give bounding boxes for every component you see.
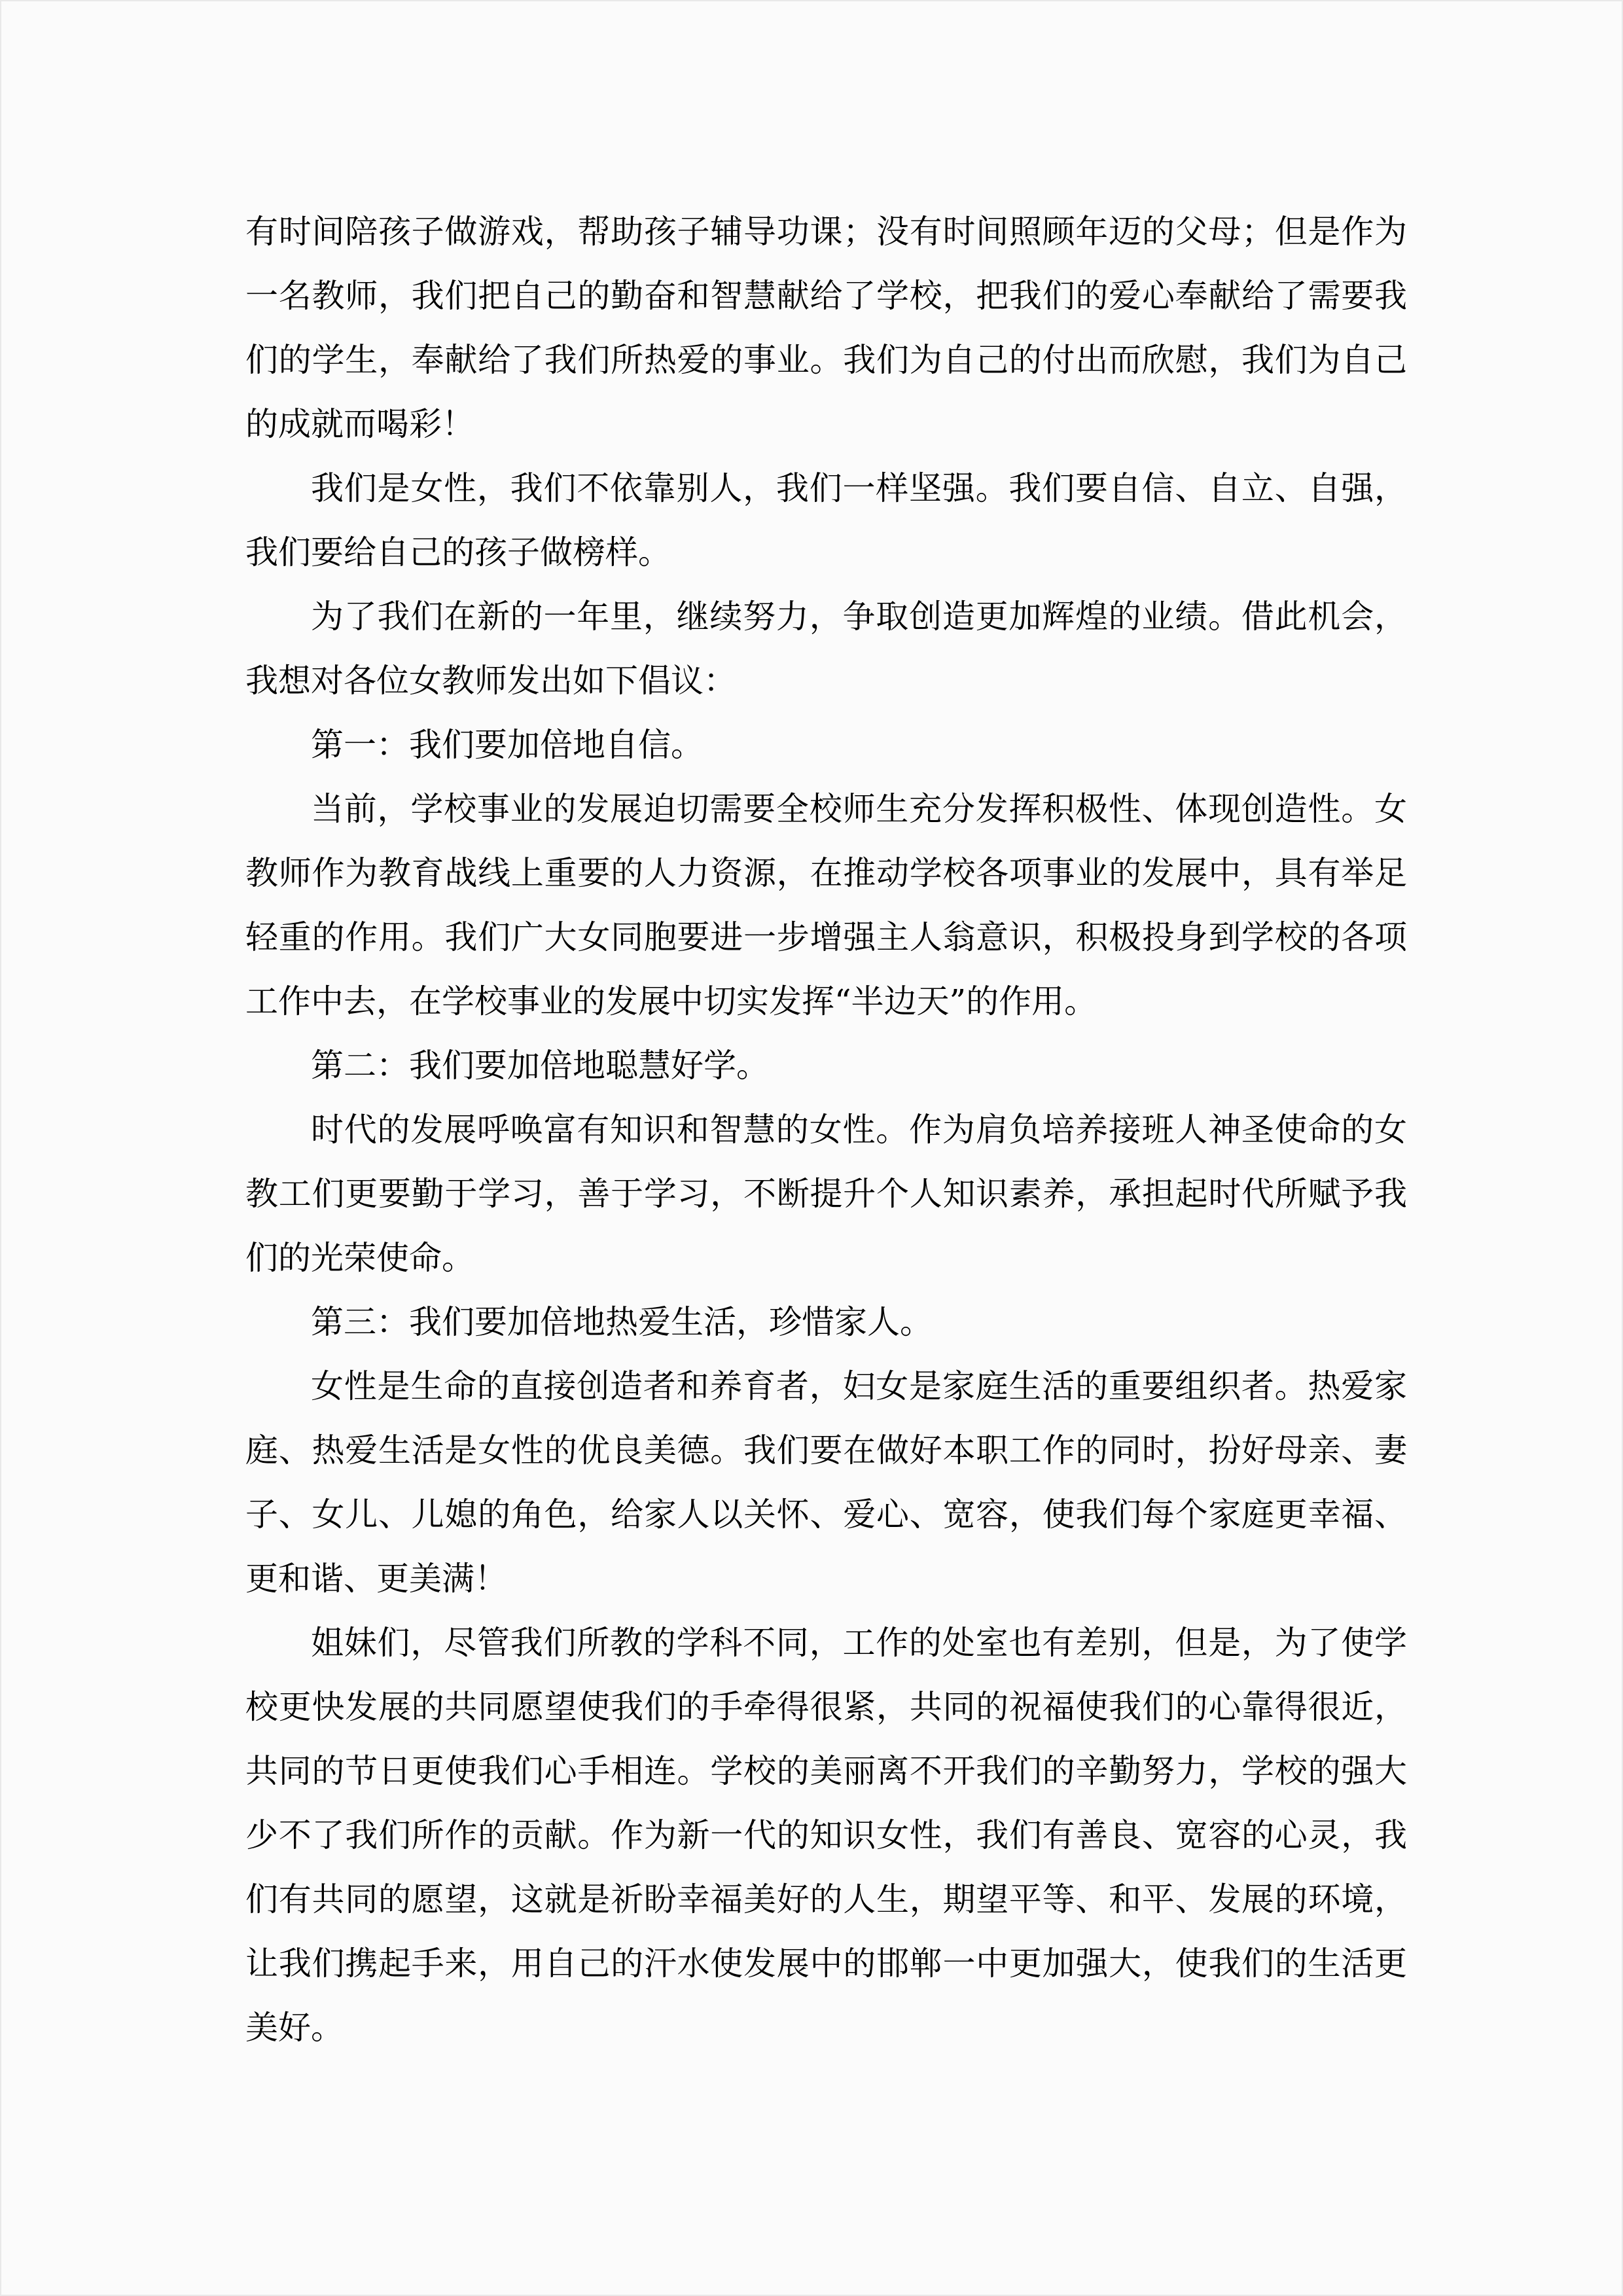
document-body [245, 200, 1407, 2060]
paragraph: 有时间陪孩子做游戏，帮助孩子辅导功课；没有时间照顾年迈的父母；但是作为一名教师，我们把自己的勤奋和智慧献给了学校，把我们的爱心奉献给了需要我们的学生，奉献给了我们所热爱的事业。我们为自己的付出而欣慰，我们为自己的成就而喝彩！ [245, 213, 1407, 443]
paragraph: 姐妹们，尽管我们所教的学科不同，工作的处室也有差别，但是，为了使学校更快发展的共同愿望使我们的手牵得很紧，共同的祝福使我们的心靠得很近，共同的节日更使我们心手相连。学校的美丽离不开我们的辛勤努力，学校的强大少不了我们所作的贡献。作为新一代的知识女性，我们有善良、宽容的心灵，我们有共同的愿望，这就是祈盼幸福美好的人生，期望平等、和平、发展的环境，让我们携起手来，用自己的汗水使发展中的邯郸一中更加强大，使我们的生活更美好。 [245, 1624, 1407, 2047]
paragraph: 时代的发展呼唤富有知识和智慧的女性。作为肩负培养接班人神圣使命的女教工们更要勤于学习，善于学习，不断提升个人知识素养，承担起时代所赋予我们的光荣使命。 [245, 1111, 1407, 1277]
paragraph-heading-second: 第二：我们要加倍地聪慧好学。 [311, 1047, 769, 1085]
paragraph: 女性是生命的直接创造者和养育者，妇女是家庭生活的重要组织者。热爱家庭、热爱生活是女性的优良美德。我们要在做好本职工作的同时，扮好母亲、妻子、女儿、儿媳的角色，给家人以关怀、爱心、宽容，使我们每个家庭更幸福、更和谐、更美满！ [245, 1367, 1407, 1598]
paragraph: 当前，学校事业的发展迫切需要全校师生充分发挥积极性、体现创造性。女教师作为教育战线上重要的人力资源，在推动学校各项事业的发展中，具有举足轻重的作用。我们广大女同胞要进一步增强主人翁意识，积极投身到学校的各项工作中去，在学校事业的发展中切实发挥“半边天”的作用。 [245, 790, 1407, 1020]
paragraph-heading-third: 第三：我们要加倍地热爱生活，珍惜家人。 [311, 1303, 933, 1341]
paragraph-heading-first: 第一：我们要加倍地自信。 [311, 726, 704, 764]
paragraph: 为了我们在新的一年里，继续努力，争取创造更加辉煌的业绩。借此机会，我想对各位女教师发出如下倡议： [245, 598, 1407, 700]
paragraph: 我们是女性，我们不依靠别人，我们一样坚强。我们要自信、自立、自强，我们要给自己的孩子做榜样。 [245, 469, 1407, 571]
